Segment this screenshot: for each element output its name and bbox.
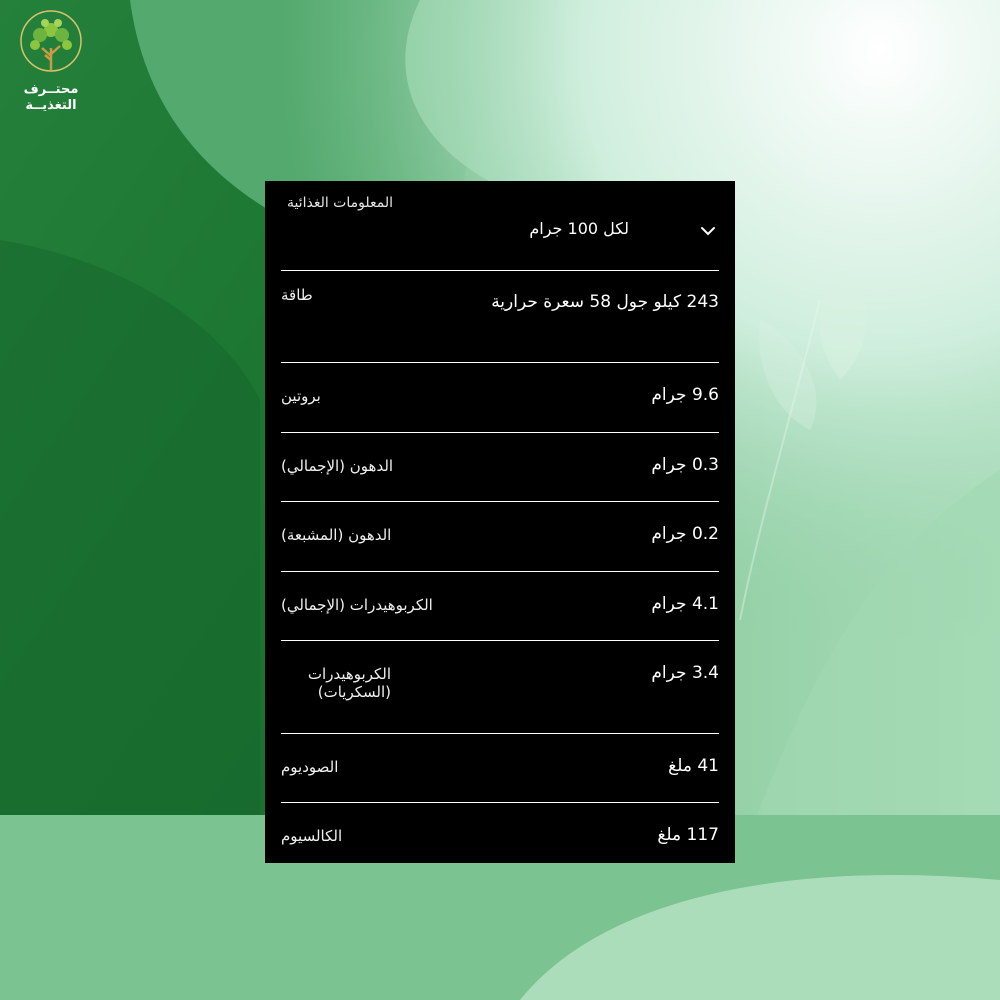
- nutrient-name: الدهون (المشبعة): [281, 526, 392, 544]
- nutrient-row-carbs-total: [281, 572, 719, 641]
- panel-title: المعلومات الغذائية: [286, 195, 393, 211]
- nutrient-row-fat-saturated: [281, 502, 719, 572]
- nutrition-panel: [265, 181, 735, 863]
- nutrient-value: 4.1 جرام: [651, 594, 719, 614]
- nutrient-row-sodium: [281, 734, 719, 803]
- serving-size-value: لكل 100 جرام: [529, 219, 629, 238]
- nutrient-value: 9.6 جرام: [651, 385, 719, 405]
- nutrient-row-energy: [281, 271, 719, 363]
- nutrient-row-carbs-sugars: [281, 641, 719, 734]
- nutrient-name: الدهون (الإجمالي): [281, 457, 394, 475]
- chevron-down-icon[interactable]: [697, 219, 719, 241]
- nutrient-name: طاقة: [281, 286, 313, 304]
- brand-logo: [14, 8, 88, 114]
- nutrient-value: 243 كيلو جول 58 سعرة حرارية: [491, 292, 719, 312]
- nutrient-value: 0.2 جرام: [651, 524, 719, 544]
- logo-text-line2: التغذيــة: [25, 98, 77, 113]
- nutrient-name: بروتين: [281, 387, 321, 405]
- nutrient-name: الكالسيوم: [281, 827, 343, 845]
- nutrient-row-calcium: [281, 803, 719, 869]
- logo-text-line1: محتــرف: [23, 82, 79, 97]
- nutrient-name: الكربوهيدرات (السكريات): [307, 665, 391, 701]
- tree-logo-icon: [18, 8, 84, 82]
- nutrient-value: 117 ملغ: [657, 825, 719, 845]
- nutrient-name: الصوديوم: [281, 758, 339, 776]
- nutrient-value: 3.4 جرام: [651, 663, 719, 683]
- serving-size-select[interactable]: [281, 215, 719, 247]
- nutrient-value: 0.3 جرام: [651, 455, 719, 475]
- panel-header: [281, 181, 719, 271]
- nutrient-name: الكربوهيدرات (الإجمالي): [281, 596, 433, 614]
- nutrient-value: 41 ملغ: [668, 756, 719, 776]
- nutrient-row-protein: [281, 363, 719, 433]
- nutrient-row-fat-total: [281, 433, 719, 502]
